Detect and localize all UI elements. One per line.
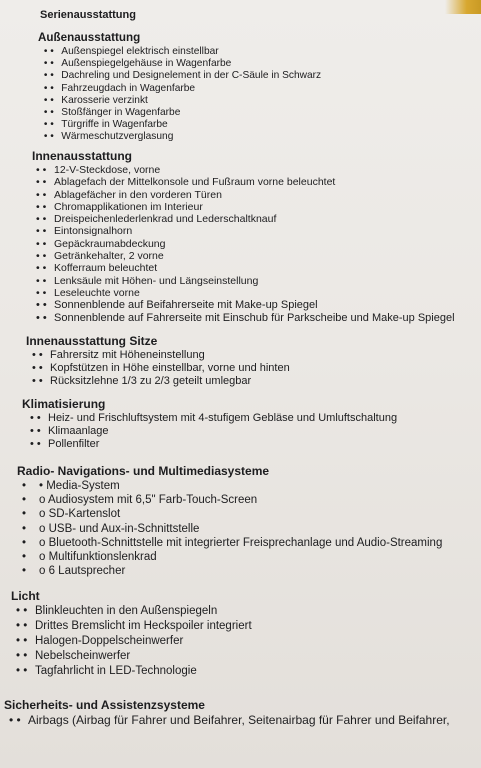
bullet-icon: • • bbox=[43, 69, 54, 82]
item-text: Außenspiegel elektrisch einstellbar bbox=[61, 45, 219, 57]
item-text: Airbags (Airbag für Fahrer und Beifahrer, Seitenairbag für Fahrer und Beifahrer, bbox=[28, 713, 450, 727]
section-heading: Innenausstattung bbox=[32, 149, 133, 163]
bullet-icon: • • bbox=[43, 57, 54, 70]
bullet-icon: • • bbox=[36, 262, 47, 275]
bullet-icon: • • bbox=[16, 665, 28, 677]
bullet-icon: • • bbox=[36, 274, 47, 287]
item-text: Sonnenblende auf Fahrerseite mit Einschub für Parkscheibe und Make-up Spiegel bbox=[54, 311, 455, 324]
list-item bbox=[11, 604, 252, 619]
bullet-icon: • • bbox=[16, 620, 28, 632]
item-list bbox=[26, 349, 290, 387]
item-text: Nebelscheinwerfer bbox=[35, 650, 131, 662]
bullet-icon: • bbox=[22, 565, 27, 578]
item-text: Kopfstützen in Höhe einstellbar, vorne und hinten bbox=[50, 361, 290, 374]
bullet-icon: • • bbox=[32, 349, 43, 361]
list-item bbox=[32, 299, 455, 311]
item-text: Lenksäule mit Höhen- und Längseinstellung bbox=[54, 274, 259, 287]
list-item bbox=[17, 522, 442, 536]
item-text: Stoßfänger in Wagenfarbe bbox=[61, 106, 181, 119]
list-item bbox=[32, 312, 455, 324]
section-innenausstattung-sitze bbox=[26, 334, 290, 387]
list-item bbox=[11, 664, 252, 679]
item-text: Türgriffe in Wagenfarbe bbox=[61, 118, 168, 131]
bullet-icon: • • bbox=[43, 93, 54, 106]
bullet-icon: • bbox=[22, 494, 27, 507]
section-heading: Innenausstattung Sitze bbox=[26, 334, 158, 348]
bullet-icon: • • bbox=[32, 374, 43, 387]
item-text: Fahrersitz mit Höheneinstellung bbox=[50, 349, 205, 361]
item-text: Pollenfilter bbox=[48, 438, 100, 450]
list-item bbox=[38, 94, 321, 106]
item-list bbox=[32, 164, 455, 324]
list-item bbox=[17, 564, 442, 578]
bullet-icon: • • bbox=[16, 635, 28, 647]
bullet-icon: • • bbox=[36, 225, 47, 238]
bullet-icon: • • bbox=[43, 81, 54, 94]
section-heading: Außenausstattung bbox=[38, 30, 141, 44]
item-text: o Bluetooth-Schnittstelle mit integrierter Freisprechanlage und Audio-Streaming bbox=[39, 536, 443, 549]
bullet-icon: • • bbox=[36, 299, 47, 312]
bullet-icon: • • bbox=[36, 188, 47, 201]
page-title: Serienausstattung bbox=[40, 9, 136, 21]
item-text: Ablagefach der Mittelkonsole und Fußraum vorne beleuchtet bbox=[54, 176, 336, 189]
item-list bbox=[22, 412, 397, 451]
list-item bbox=[32, 225, 455, 237]
list-item bbox=[26, 362, 290, 375]
bullet-icon: • • bbox=[43, 118, 54, 131]
item-text: Kofferraum beleuchtet bbox=[54, 262, 158, 275]
list-item bbox=[26, 375, 290, 388]
item-text: o 6 Lautsprecher bbox=[39, 565, 126, 578]
bullet-icon: • • bbox=[36, 176, 47, 189]
list-item bbox=[22, 425, 397, 438]
item-text: Rücksitzlehne 1/3 zu 2/3 geteilt umlegbar bbox=[50, 374, 252, 387]
list-item bbox=[32, 201, 455, 213]
bullet-icon: • • bbox=[9, 713, 21, 727]
item-text: Außenspiegelgehäuse in Wagenfarbe bbox=[61, 57, 232, 70]
list-item bbox=[32, 275, 455, 287]
list-item bbox=[11, 649, 252, 664]
list-item bbox=[17, 507, 442, 521]
list-item bbox=[38, 82, 321, 94]
list-item bbox=[11, 619, 252, 634]
item-text: Dachreling und Designelement in der C-Säule in Schwarz bbox=[61, 69, 322, 82]
list-item bbox=[38, 45, 321, 57]
list-item bbox=[32, 287, 455, 299]
item-text: Klimaanlage bbox=[48, 425, 109, 437]
bullet-icon: • bbox=[22, 536, 27, 549]
list-item bbox=[32, 238, 455, 250]
list-item bbox=[38, 69, 321, 81]
list-item bbox=[32, 176, 455, 188]
list-item bbox=[38, 106, 321, 118]
item-text: Karosserie verzinkt bbox=[61, 93, 148, 106]
item-list bbox=[4, 713, 450, 728]
item-text: Gepäckraumabdeckung bbox=[54, 237, 166, 250]
item-text: Dreispeichenlederlenkrad und Lederschaltknauf bbox=[54, 213, 277, 226]
list-item bbox=[17, 550, 442, 564]
section-heading: Radio- Navigations- und Multimediasysteme bbox=[17, 464, 270, 478]
item-text: • Media-System bbox=[39, 480, 120, 492]
item-text: o Audiosystem mit 6,5" Farb-Touch-Screen bbox=[39, 494, 258, 507]
bullet-icon: • • bbox=[36, 200, 47, 213]
item-text: Sonnenblende auf Beifahrerseite mit Make-up Spiegel bbox=[54, 299, 318, 312]
item-text: o USB- und Aux-in-Schnittstelle bbox=[39, 522, 200, 535]
list-item bbox=[32, 213, 455, 225]
bullet-icon: • • bbox=[43, 45, 54, 57]
list-item bbox=[32, 164, 455, 176]
list-item bbox=[32, 189, 455, 201]
list-item bbox=[11, 634, 252, 649]
list-item bbox=[17, 536, 442, 550]
item-text: Blinkleuchten in den Außenspiegeln bbox=[35, 605, 218, 617]
section-innenausstattung bbox=[32, 149, 455, 324]
item-text: 12-V-Steckdose, vorne bbox=[54, 164, 161, 176]
item-text: o SD-Kartenslot bbox=[39, 508, 121, 521]
bullet-icon: • • bbox=[43, 130, 54, 143]
item-text: Tagfahrlicht in LED-Technologie bbox=[35, 665, 197, 677]
section-aussenausstattung bbox=[38, 30, 321, 143]
list-item bbox=[38, 130, 321, 142]
bullet-icon: • • bbox=[30, 438, 41, 450]
bullet-icon: • bbox=[22, 522, 27, 535]
bullet-icon: • • bbox=[32, 361, 43, 374]
item-text: Fahrzeugdach in Wagenfarbe bbox=[61, 81, 196, 94]
item-list bbox=[38, 45, 321, 143]
list-item bbox=[26, 349, 290, 362]
bullet-icon: • • bbox=[16, 605, 28, 617]
item-text: Heiz- und Frischluftsystem mit 4-stufigem Gebläse und Umluftschaltung bbox=[48, 412, 398, 424]
item-text: Drittes Bremslicht im Heckspoiler integriert bbox=[35, 620, 252, 632]
section-heading: Sicherheits- und Assistenzsysteme bbox=[4, 698, 205, 712]
list-item bbox=[32, 262, 455, 274]
bullet-icon: • bbox=[22, 551, 27, 564]
bullet-icon: • • bbox=[43, 106, 54, 119]
list-item bbox=[38, 57, 321, 69]
bullet-icon: • bbox=[22, 508, 27, 521]
bullet-icon: • • bbox=[36, 237, 47, 250]
item-text: Eintonsignalhorn bbox=[54, 225, 133, 238]
section-licht bbox=[11, 589, 252, 679]
list-item bbox=[4, 713, 450, 728]
section-heading: Klimatisierung bbox=[22, 397, 106, 411]
bullet-icon: • • bbox=[36, 164, 47, 176]
item-text: Ablagefächer in den vorderen Türen bbox=[54, 188, 222, 201]
item-text: Getränkehalter, 2 vorne bbox=[54, 250, 164, 263]
list-item bbox=[22, 438, 397, 451]
list-item bbox=[38, 118, 321, 130]
list-item bbox=[17, 479, 442, 493]
section-sicherheit bbox=[4, 698, 450, 728]
item-text: Wärmeschutzverglasung bbox=[61, 130, 174, 143]
item-list bbox=[11, 604, 252, 679]
section-heading: Licht bbox=[11, 589, 40, 603]
bullet-icon: • • bbox=[30, 412, 41, 424]
bullet-icon: • • bbox=[36, 311, 47, 324]
item-list bbox=[17, 479, 442, 578]
bullet-icon: • bbox=[22, 480, 27, 492]
list-item bbox=[22, 412, 397, 425]
item-text: Halogen-Doppelscheinwerfer bbox=[35, 635, 184, 647]
item-text: o Multifunktionslenkrad bbox=[39, 551, 157, 564]
bullet-icon: • • bbox=[30, 425, 41, 437]
bullet-icon: • • bbox=[36, 286, 47, 299]
list-item bbox=[17, 493, 442, 507]
section-multimedia bbox=[17, 464, 442, 578]
list-item bbox=[32, 250, 455, 262]
bullet-icon: • • bbox=[16, 650, 28, 662]
section-klimatisierung bbox=[22, 397, 397, 451]
item-text: Chromapplikationen im Interieur bbox=[54, 200, 203, 213]
item-text: Leseleuchte vorne bbox=[54, 286, 140, 299]
bullet-icon: • • bbox=[36, 250, 47, 263]
bullet-icon: • • bbox=[36, 213, 47, 226]
